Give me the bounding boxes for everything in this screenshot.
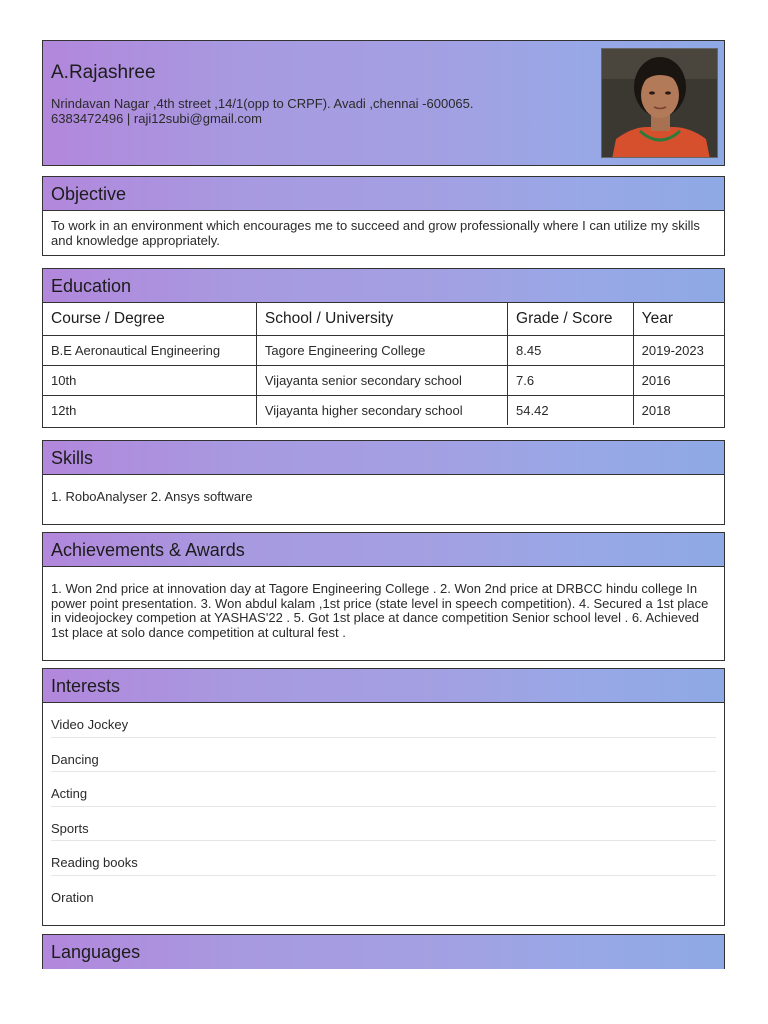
- profile-photo: [601, 48, 718, 158]
- education-table: [43, 303, 724, 425]
- table-cell: Vijayanta higher secondary school: [256, 396, 507, 426]
- column-header: Course / Degree: [43, 303, 256, 336]
- table-row: [43, 366, 724, 396]
- objective-text: To work in an environment which encourages me to succeed and grow professionally where I can utilize my skills and knowledge appropriately.: [51, 218, 700, 248]
- contact-info: [51, 97, 474, 126]
- education-heading: Education: [43, 269, 724, 303]
- table-cell: 8.45: [508, 336, 634, 366]
- skills-section: [42, 440, 725, 525]
- table-cell: 54.42: [508, 396, 634, 426]
- interests-list: [43, 703, 724, 911]
- achievements-section: [42, 532, 725, 661]
- phone-email-text: 6383472496 | raji12subi@gmail.com: [51, 110, 262, 126]
- objective-section: [42, 176, 725, 256]
- table-cell: B.E Aeronautical Engineering: [43, 336, 256, 366]
- address-text: Nrindavan Nagar ,4th street ,14/1(opp to CRPF). Avadi ,chennai -600065.: [51, 96, 474, 111]
- candidate-name: A.Rajashree: [51, 62, 156, 83]
- list-item: Dancing: [51, 738, 716, 773]
- list-item: Oration: [51, 889, 94, 905]
- list-item: Sports: [51, 807, 716, 842]
- column-header: School / University: [256, 303, 507, 336]
- table-row: [43, 396, 724, 426]
- list-item: Reading books: [51, 841, 716, 876]
- skills-text: 1. RoboAnalyser 2. Ansys software: [51, 489, 253, 504]
- column-header: Grade / Score: [508, 303, 634, 336]
- table-cell: Vijayanta senior secondary school: [256, 366, 507, 396]
- table-cell: 2018: [641, 403, 671, 418]
- skills-heading: Skills: [43, 441, 724, 475]
- languages-section: [42, 934, 725, 969]
- table-header-row: [43, 303, 724, 336]
- table-cell: 2019-2023: [633, 336, 724, 366]
- table-cell: 7.6: [508, 366, 634, 396]
- list-item: Acting: [51, 772, 716, 807]
- interests-heading: Interests: [43, 669, 724, 703]
- table-cell: 2016: [633, 366, 724, 396]
- objective-heading: Objective: [43, 177, 724, 211]
- table-row: [43, 336, 724, 366]
- list-item: Video Jockey: [51, 703, 716, 738]
- profile-photo-illustration: [602, 49, 718, 158]
- interests-section: [42, 668, 725, 926]
- table-cell: 12th: [43, 396, 256, 426]
- achievements-text: 1. Won 2nd price at innovation day at Tagore Engineering College . 2. Won 2nd price at DRBCC hindu college In power point presentation. 3. Won abdul kalam ,1st price (state level in speech competition). 4. Secured a 1st place in videojockey competion at YASHAS'22 . 5. Got 1st place at dance competition Senior school level . 6. Achieved 1st place at solo dance competition at cultural fest .: [51, 581, 709, 640]
- achievements-heading: Achievements & Awards: [43, 533, 724, 567]
- table-cell: 10th: [43, 366, 256, 396]
- table-cell: Tagore Engineering College: [256, 336, 507, 366]
- resume-header: [42, 40, 725, 166]
- languages-heading: Languages: [43, 935, 724, 969]
- education-section: [42, 268, 725, 428]
- column-header: Year: [633, 303, 724, 336]
